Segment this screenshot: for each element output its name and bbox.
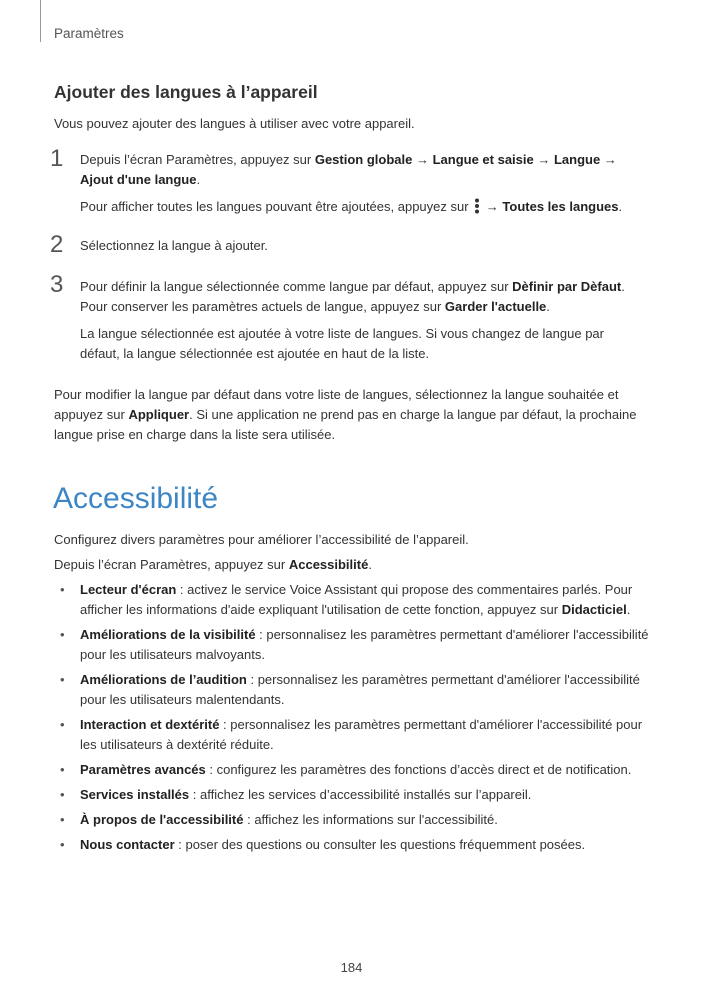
step-1-note: [80, 197, 640, 217]
item-text: : configurez les paramètres des fonctions d’accès direct et de notification.: [205, 762, 632, 777]
period: .: [368, 557, 372, 572]
accessibilite-path: [54, 555, 372, 575]
item-label: Nous contacter: [80, 837, 175, 852]
arrow: →: [482, 199, 503, 214]
accessibility-options-list: [54, 580, 654, 860]
list-item: [54, 670, 654, 710]
bullet: •: [60, 837, 65, 852]
item-text: : affichez les informations sur l'accessibilité.: [243, 812, 498, 827]
header-rule: [40, 0, 41, 42]
step-3-line1: Pour définir la langue sélectionnée comme langue par défaut, appuyez sur: [80, 279, 513, 294]
item-label: Paramètres avancés: [80, 762, 206, 777]
accessibilite-intro: Configurez divers paramètres pour améliorer l’accessibilité de l’appareil.: [54, 532, 469, 547]
menu-langue: Langue: [553, 152, 601, 167]
item-label: Interaction et dextérité: [80, 717, 220, 732]
list-item: [54, 835, 654, 855]
menu-garder-actuelle: Garder l'actuelle: [444, 299, 547, 314]
list-item: [54, 625, 654, 665]
list-item: [54, 810, 654, 830]
menu-ajout-langue: Ajout d'une langue: [80, 172, 197, 187]
bullet: •: [60, 672, 65, 687]
item-text: : personnalisez les paramètres permettant d'améliorer l'accessibilité pour les utilisateurs malentendants.: [80, 672, 640, 707]
item-text: : affichez les services d’accessibilité installés sur l’appareil.: [189, 787, 532, 802]
path-pre: Depuis l’écran Paramètres, appuyez sur: [54, 557, 289, 572]
bullet: •: [60, 627, 65, 642]
outro-end: . Si une application ne prend pas en charge la langue par défaut, la prochaine langue prise en charge dans la liste sera utilisée.: [54, 407, 637, 442]
step-1-pre: Depuis l’écran Paramètres, appuyez sur: [80, 152, 315, 167]
bullet: •: [60, 762, 65, 777]
menu-gestion-globale: Gestion globale: [314, 152, 413, 167]
step-3-text: [80, 277, 680, 317]
item-label: Services installés: [80, 787, 190, 802]
period: .: [618, 199, 623, 214]
bullet: •: [60, 717, 65, 732]
step-3-line2: Pour conserver les paramètres actuels de langue, appuyez sur: [80, 299, 445, 314]
step-3-note: La langue sélectionnée est ajoutée à votre liste de langues. Si vous changez de langue par défaut, la langue sélectionnée est ajoutée en haut de la liste.: [80, 326, 604, 361]
item-label: Améliorations de l’audition: [80, 672, 247, 687]
bullet: •: [60, 787, 65, 802]
step-number: 3: [50, 271, 64, 298]
item-text: : personnalisez les paramètres permettant d'améliorer l'accessibilité pour les utilisateurs à dextérité réduite.: [80, 717, 643, 752]
outro-pre: Pour modifier la langue par défaut dans votre liste de langues, sélectionnez la langue souhaitée et appuyez sur: [54, 387, 619, 422]
running-header: Paramètres: [54, 26, 124, 41]
step-number: 2: [50, 231, 64, 258]
list-item: [54, 760, 654, 780]
arrow: →: [412, 152, 433, 167]
more-options-icon: [474, 198, 480, 214]
item-text: : personnalisez les paramètres permettant d'améliorer l'accessibilité pour les utilisateurs malvoyants.: [80, 627, 649, 662]
menu-accessibilite: Accessibilité: [288, 557, 369, 572]
period: .: [621, 279, 625, 294]
section-title-accessibilite: Accessibilité: [53, 482, 219, 515]
period: .: [196, 172, 201, 187]
item-label: À propos de l'accessibilité: [80, 812, 244, 827]
step-1-text: [80, 150, 640, 190]
langues-outro: [54, 385, 654, 445]
menu-langue-et-saisie: Langue et saisie: [432, 152, 534, 167]
menu-toutes-les-langues: Toutes les langues: [502, 199, 619, 214]
arrow: →: [533, 152, 554, 167]
section-title-langues: Ajouter des langues à l’appareil: [54, 82, 318, 102]
item-label: Lecteur d'écran: [80, 582, 177, 597]
langues-intro: Vous pouvez ajouter des langues à utiliser avec votre appareil.: [54, 116, 415, 131]
item-text: : activez le service Voice Assistant qui propose des commentaires parlés. Pour afficher les informations d'aide expliquant l'utilisation de cette fonction, appuyez sur: [80, 582, 633, 617]
arrow: →: [600, 152, 617, 167]
menu-definir-par-defaut: Dèfinir par Dèfaut: [512, 279, 622, 294]
list-item: [54, 715, 654, 755]
item-label: Améliorations de la visibilité: [80, 627, 256, 642]
period: .: [626, 602, 631, 617]
period: .: [546, 299, 550, 314]
item-text: : poser des questions ou consulter les questions fréquemment posées.: [174, 837, 586, 852]
bullet: •: [60, 812, 65, 827]
step-1-note-pre: Pour afficher toutes les langues pouvant être ajoutées, appuyez sur: [80, 199, 473, 214]
list-item: [54, 785, 654, 805]
step-2-text: Sélectionnez la langue à ajouter.: [80, 238, 268, 253]
menu-didacticiel: Didacticiel: [561, 602, 627, 617]
step-number: 1: [50, 145, 64, 172]
bullet: •: [60, 582, 65, 597]
list-item: [54, 580, 654, 620]
menu-appliquer: Appliquer: [128, 407, 190, 422]
page-number: 184: [340, 960, 363, 975]
